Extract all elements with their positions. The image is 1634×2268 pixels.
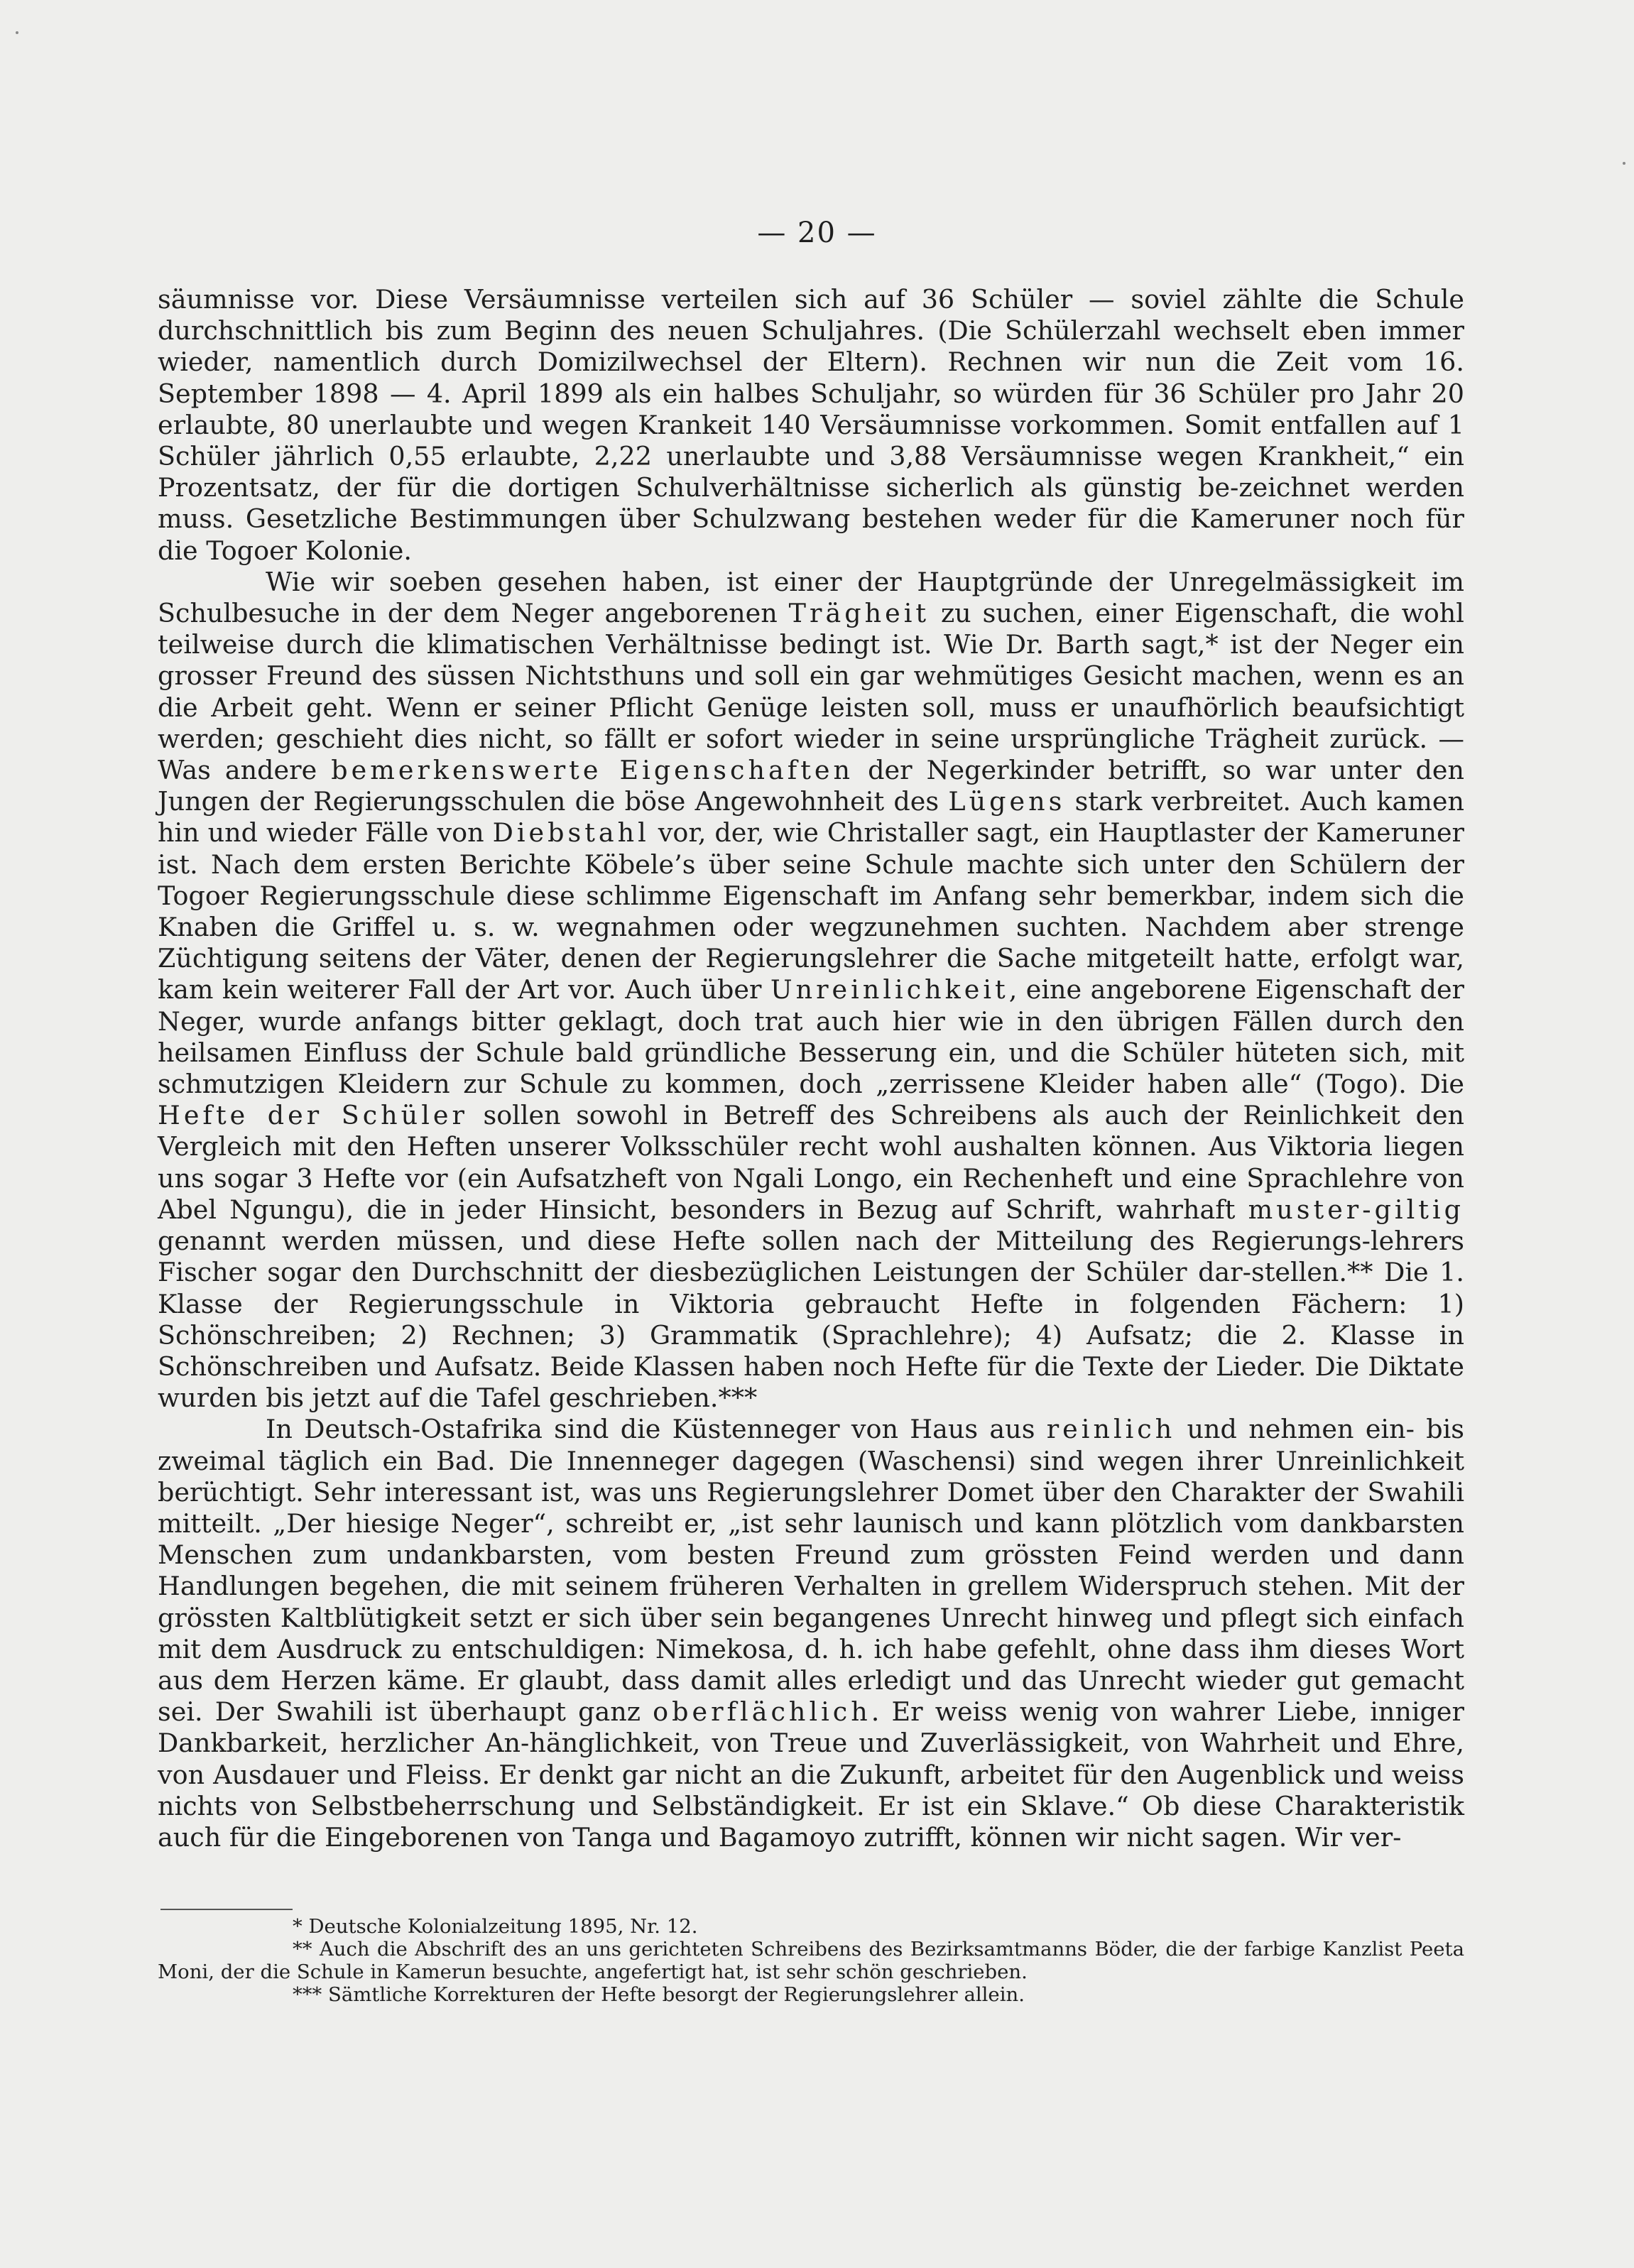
body-text — [158, 284, 1464, 1853]
text-run: , eine angeborene Eigenschaft der Neger, wurde anfangs bitter geklagt, doch trat auch hier wie in den übrigen Fällen durch den heilsamen Einfluss der Schule bald gründliche Besserung ein, und die Schüler hüteten sich, mit schmutzigen Kleidern zur Schule zu kommen, doch „zerrissene Kleider haben alle“ (Togo). Die — [158, 974, 1464, 1100]
emphasized-term: reinlich — [1046, 1414, 1176, 1445]
emphasized-term: bemerkenswerte Eigenschaften — [331, 755, 854, 786]
footnote: * Deutsche Kolonialzeitung 1895, Nr. 12. — [293, 1915, 698, 1938]
emphasized-term: Hefte der Schüler — [158, 1100, 468, 1131]
emphasized-term: Unreinlichkeit — [770, 974, 1009, 1005]
emphasized-term: oberflächlich — [653, 1696, 871, 1728]
text-run: und nehmen ein- bis zweimal täglich ein Bad. Die Innenneger dagegen (Waschensi) sind wegen ihrer Unreinlichkeit berüchtigt. Sehr interessant ist, was uns Regierungslehrer Domet über den Charakter der Swahili mitteilt. „Der hiesige Neger“, schreibt er, „ist sehr launisch und kann plötzlich vom dankbarsten Menschen zum undankbarsten, vom besten Freund zum grössten Feind werden und dann Handlungen begehen, die mit seinem früheren Verhalten in grellem Widerspruch stehen. Mit der grössten Kaltblütigkeit setzt er sich über sein begangenes Unrecht hinweg und pflegt sich einfach mit dem Ausdruck zu entschuldigen: Nimekosa, d. h. ich habe gefehlt, ohne dass ihm dieses Wort aus dem Herzen käme. Er glaubt, dass damit alles erledigt und das Unrecht wieder gut gemacht sei. Der Swahili ist überhaupt ganz — [158, 1414, 1464, 1728]
text-run: In Deutsch-Ostafrika sind die Küstenneger von Haus aus — [266, 1414, 1047, 1445]
footnote: ** Auch die Abschrift des an uns gerichteten Schreibens des Bezirksamtmanns Böder, die der farbige Kanzlist Peeta Moni, der die Schule in Kamerun besuchte, angefertigt hat, ist sehr schön geschrieben. — [158, 1938, 1464, 1983]
footnote-separator — [160, 1909, 293, 1910]
paragraph — [158, 567, 1464, 1414]
paragraph — [158, 1414, 1464, 1853]
paper-speck — [16, 31, 18, 34]
page-number: — 20 — — [757, 217, 877, 249]
text-run: säumnisse vor. Diese Versäumnisse verteilen sich auf 36 Schüler — soviel zählte die Schule durchschnittlich bis zum Beginn des neuen Schuljahres. (Die Schülerzahl wechselt eben immer wieder, namentlich durch Domizilwechsel der Eltern). Rechnen wir nun die Zeit vom 16. September 1898 — 4. April 1899 als ein halbes Schuljahr, so würden für 36 Schüler pro Jahr 20 erlaubte, 80 unerlaubte und wegen Krankeit 140 Versäumnisse vorkommen. Somit entfallen auf 1 Schüler jährlich 0,55 erlaubte, 2,22 unerlaubte und 3,88 Versäumnisse wegen Krankheit,“ ein Prozentsatz, der für die dortigen Schulverhältnisse sicherlich als günstig be-zeichnet werden muss. Gesetzliche Bestimmungen über Schulzwang bestehen weder für die Kameruner noch für die Togoer Kolonie. — [158, 284, 1464, 566]
text-run: . Er weiss wenig von wahrer Liebe, inniger Dankbarkeit, herzlicher An-hänglichkeit, von Treue und Zuverlässigkeit, von Wahrheit und Ehre, von Ausdauer und Fleiss. Er denkt gar nicht an die Zukunft, arbeitet für den Augenblick und weiss nichts von Selbstbeherrschung und Selbständigkeit. Er ist ein Sklave.“ Ob diese Charakteristik auch für die Eingeborenen von Tanga und Bagamoyo zutrifft, können wir nicht sagen. Wir ver- — [158, 1696, 1464, 1853]
emphasized-term: Lügens — [948, 786, 1066, 817]
text-run: Wie wir soeben gesehen haben, ist einer der Hauptgründe der Unregelmässigkeit im Schulbesuche in der dem Neger angeborenen — [158, 566, 1464, 629]
paragraph — [158, 284, 1464, 567]
text-run: sollen sowohl in Betreff des Schreibens als auch der Reinlichkeit den Vergleich mit den Heften unserer Volksschüler recht wohl aushalten können. Aus Viktoria liegen uns sogar 3 Hefte vor (ein Aufsatzheft von Ngali Longo, ein Rechenheft und eine Sprachlehre von Abel Ngungu), die in jeder Hinsicht, besonders in Bezug auf Schrift, wahrhaft — [158, 1100, 1464, 1225]
emphasized-term: muster-giltig — [1248, 1194, 1464, 1225]
text-run: der Negerkinder betrifft, so war unter den Jungen der Regierungsschulen die böse Angewohnheit des — [158, 755, 1464, 817]
footnote: *** Sämtliche Korrekturen der Hefte besorgt der Regierungslehrer allein. — [293, 1983, 1025, 2006]
footnotes — [158, 1915, 1464, 2006]
text-run: zu suchen, einer Eigenschaft, die wohl teilweise durch die klimatischen Verhältnisse bedingt ist. Wie Dr. Barth sagt,* ist der Neger ein grosser Freund des süssen Nichtsthuns und soll ein gar wehmütiges Gesicht machen, wenn es an die Arbeit geht. Wenn er seiner Pflicht Genüge leisten soll, muss er unaufhörlich beaufsichtigt werden; geschieht dies nicht, so fällt er sofort wieder in seine ursprüngliche Trägheit zurück. — Was andere — [158, 598, 1464, 786]
emphasized-term: Diebstahl — [492, 817, 650, 849]
text-run: vor, der, wie Christaller sagt, ein Hauptlaster der Kameruner ist. Nach dem ersten Berichte Köbele’s über seine Schule machte sich unter den Schülern der Togoer Regierungsschule diese schlimme Eigenschaft im Anfang sehr bemerkbar, indem sich die Knaben die Griffel u. s. w. wegnahmen oder wegzunehmen suchten. Nachdem aber strenge Züchtigung seitens der Väter, denen der Regierungslehrer die Sache mitgeteilt hatte, erfolgt war, kam kein weiterer Fall der Art vor. Auch über — [158, 817, 1464, 1005]
text-run: stark verbreitet. Auch kamen hin und wieder Fälle von — [158, 786, 1464, 849]
text-run: genannt werden müssen, und diese Hefte sollen nach der Mitteilung des Regierungs-lehrers Fischer sogar den Durchschnitt der diesbezüglichen Leistungen der Schüler dar-stellen.** Die 1. Klasse der Regierungsschule in Viktoria gebraucht Hefte in folgenden Fächern: 1) Schönschreiben; 2) Rechnen; 3) Grammatik (Sprachlehre); 4) Aufsatz; die 2. Klasse in Schönschreiben und Aufsatz. Beide Klassen haben noch Hefte für die Texte der Lieder. Die Diktate wurden bis jetzt auf die Tafel geschrieben.*** — [158, 1226, 1464, 1414]
emphasized-term: Trägheit — [788, 598, 930, 629]
paper-speck — [1623, 162, 1625, 165]
